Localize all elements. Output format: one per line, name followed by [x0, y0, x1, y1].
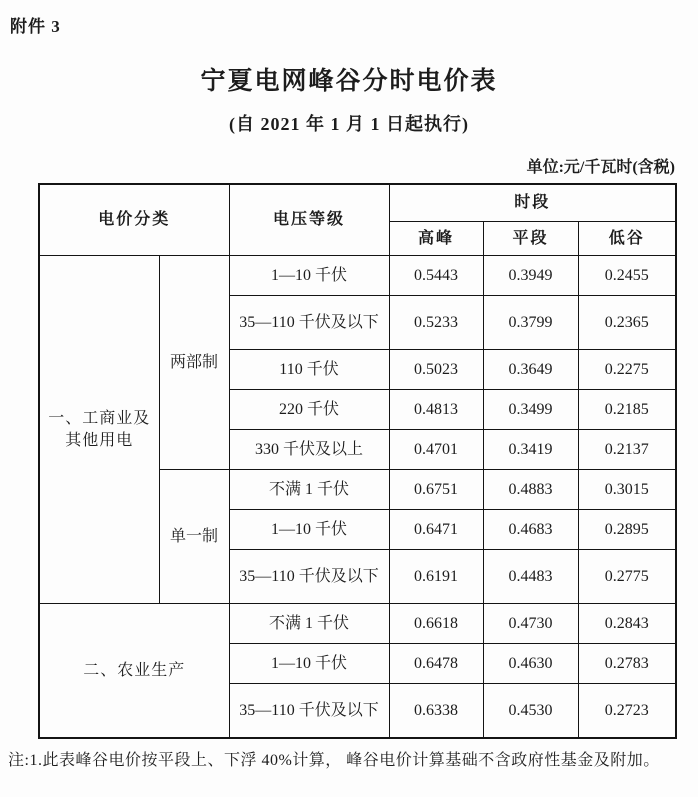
- footnote: 注:1.此表峰谷电价按平段上、下浮 40%计算， 峰谷电价计算基础不含政府性基金及附加。: [8, 752, 660, 769]
- cell-valley-price: 0.2843: [578, 604, 676, 644]
- cell-flat-price: 0.3649: [483, 350, 578, 390]
- subcategory-single-part: 单一制: [159, 470, 229, 604]
- cell-flat-price: 0.4730: [483, 604, 578, 644]
- cell-flat-price: 0.4883: [483, 470, 578, 510]
- cell-valley-price: 0.2783: [578, 644, 676, 684]
- cell-peak-price: 0.6751: [389, 470, 483, 510]
- header-peak: 高峰: [389, 222, 483, 256]
- cell-valley-price: 0.3015: [578, 470, 676, 510]
- cell-voltage: 1—10 千伏: [229, 644, 389, 684]
- cell-voltage: 1—10 千伏: [229, 510, 389, 550]
- cell-peak-price: 0.6618: [389, 604, 483, 644]
- cell-valley-price: 0.2775: [578, 550, 676, 604]
- cell-flat-price: 0.4630: [483, 644, 578, 684]
- cell-peak-price: 0.4813: [389, 390, 483, 430]
- cell-valley-price: 0.2365: [578, 296, 676, 350]
- cell-peak-price: 0.6191: [389, 550, 483, 604]
- cell-peak-price: 0.6338: [389, 684, 483, 739]
- cell-flat-price: 0.4683: [483, 510, 578, 550]
- cell-voltage: 220 千伏: [229, 390, 389, 430]
- cell-valley-price: 0.2185: [578, 390, 676, 430]
- cell-peak-price: 0.5023: [389, 350, 483, 390]
- cell-voltage: 330 千伏及以上: [229, 430, 389, 470]
- attachment-label: 附件 3: [10, 17, 61, 36]
- cell-peak-price: 0.4701: [389, 430, 483, 470]
- price-table: [38, 183, 677, 739]
- header-period: 时段: [389, 184, 676, 222]
- cell-flat-price: 0.3799: [483, 296, 578, 350]
- cell-valley-price: 0.2723: [578, 684, 676, 739]
- unit-note: 单位:元/千瓦时(含税): [526, 159, 675, 176]
- cell-flat-price: 0.4483: [483, 550, 578, 604]
- cell-valley-price: 0.2275: [578, 350, 676, 390]
- category-industry-commerce: 一、工商业及其他用电: [39, 256, 159, 604]
- subcategory-two-part: 两部制: [159, 256, 229, 470]
- cell-flat-price: 0.4530: [483, 684, 578, 739]
- header-valley: 低谷: [578, 222, 676, 256]
- cell-valley-price: 0.2137: [578, 430, 676, 470]
- category-agriculture: 二、农业生产: [39, 604, 229, 739]
- cell-flat-price: 0.3419: [483, 430, 578, 470]
- header-category: 电价分类: [39, 184, 229, 256]
- cell-voltage: 35—110 千伏及以下: [229, 550, 389, 604]
- table-row: [39, 256, 676, 296]
- header-flat: 平段: [483, 222, 578, 256]
- cell-valley-price: 0.2895: [578, 510, 676, 550]
- cell-peak-price: 0.5443: [389, 256, 483, 296]
- cell-flat-price: 0.3499: [483, 390, 578, 430]
- table-row: [39, 604, 676, 644]
- cell-voltage: 35—110 千伏及以下: [229, 684, 389, 739]
- cell-voltage: 1—10 千伏: [229, 256, 389, 296]
- page-title: 宁夏电网峰谷分时电价表: [200, 68, 498, 95]
- header-row-1: [39, 184, 676, 222]
- cell-voltage: 35—110 千伏及以下: [229, 296, 389, 350]
- cell-valley-price: 0.2455: [578, 256, 676, 296]
- cell-peak-price: 0.5233: [389, 296, 483, 350]
- header-voltage: 电压等级: [229, 184, 389, 256]
- cell-voltage: 不满 1 千伏: [229, 470, 389, 510]
- cell-voltage: 110 千伏: [229, 350, 389, 390]
- effective-date-subtitle: (自 2021 年 1 月 1 日起执行): [229, 114, 469, 134]
- cell-peak-price: 0.6478: [389, 644, 483, 684]
- cell-voltage: 不满 1 千伏: [229, 604, 389, 644]
- cell-flat-price: 0.3949: [483, 256, 578, 296]
- cell-peak-price: 0.6471: [389, 510, 483, 550]
